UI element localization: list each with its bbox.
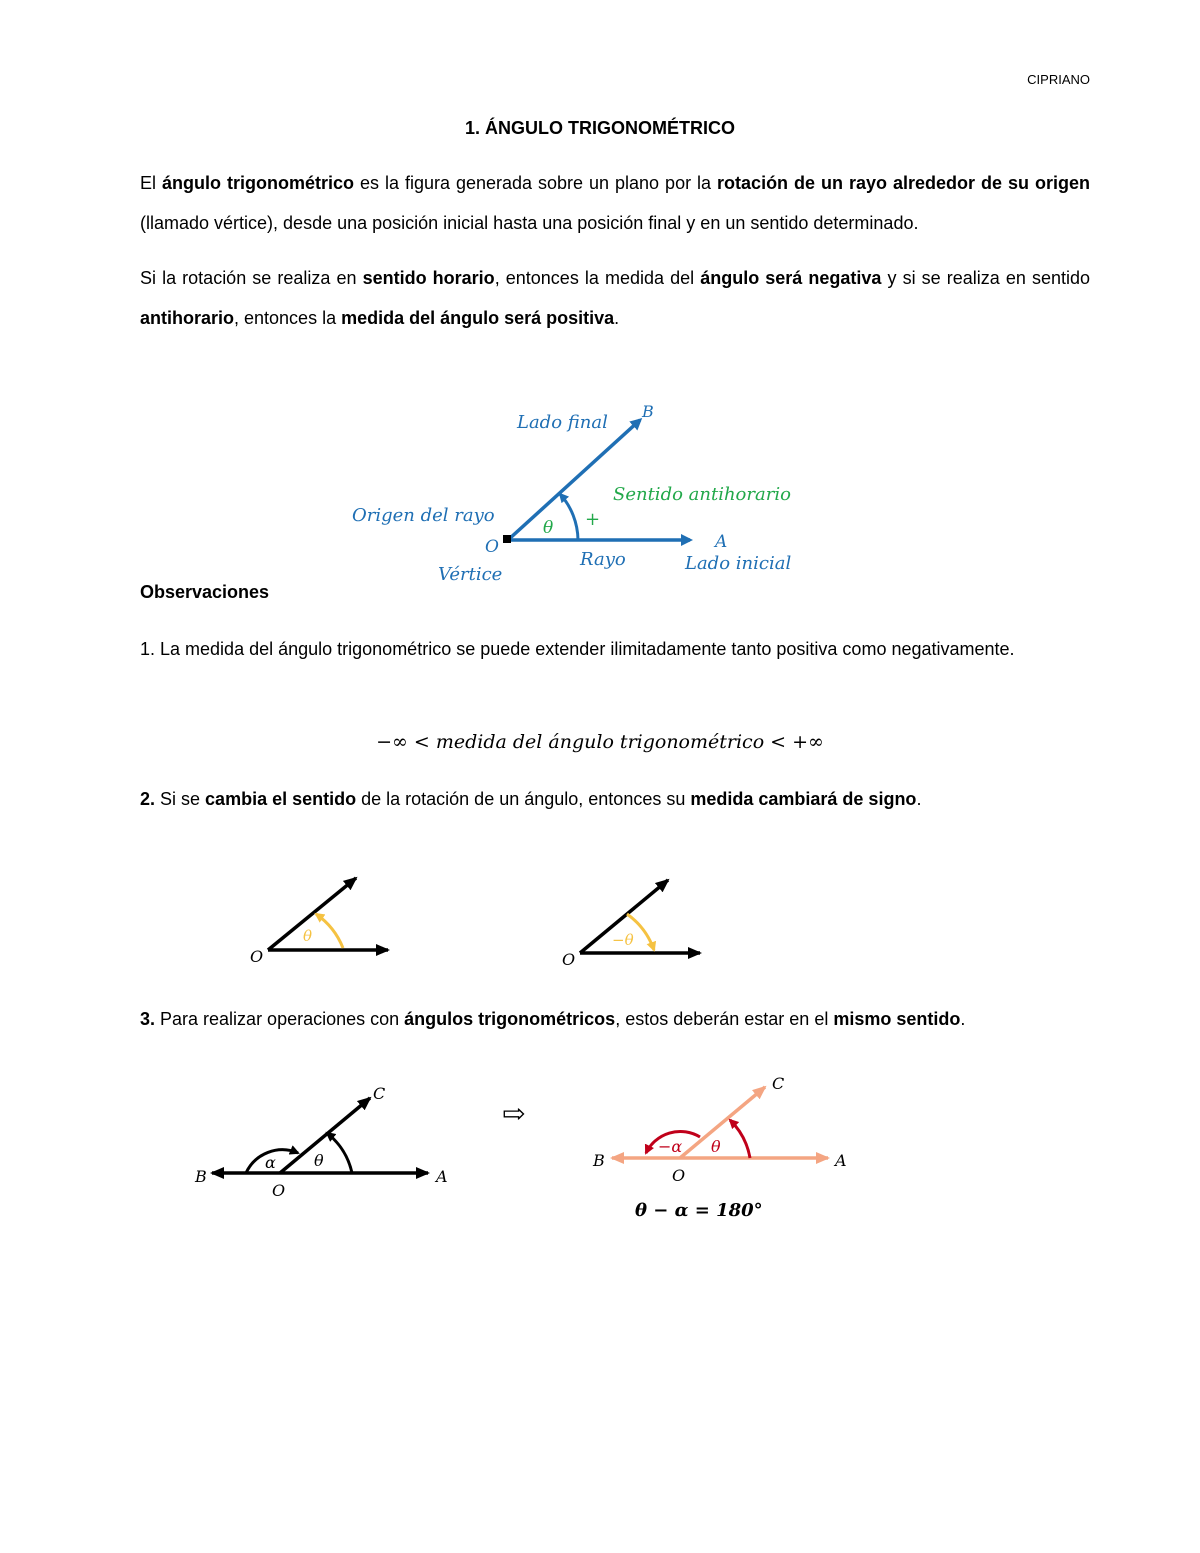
- label-lado-final: Lado final: [517, 412, 608, 433]
- angle-diagram: [330, 395, 850, 595]
- observation-3: 3. Para realizar operaciones con ángulos trigonométricos, estos deberán estar en el mismo sentido.: [140, 1009, 966, 1029]
- label-b-left: B: [195, 1167, 207, 1186]
- range-formula: −∞ < medida del ángulo trigonométrico < +∞: [376, 731, 824, 753]
- label-o: O: [485, 537, 499, 557]
- observaciones-heading: Observaciones: [140, 582, 270, 602]
- label-origen: Origen del rayo: [352, 505, 495, 526]
- observation-2: 2. Si se cambia el sentido de la rotación de un ángulo, entonces su medida cambiará de signo.: [140, 789, 922, 809]
- positive-angle-figure: [250, 878, 388, 966]
- label-rayo: Rayo: [580, 549, 626, 570]
- intro-paragraph-1: El ángulo trigonométrico es la figura generada sobre un plano por la rotación de un rayo alrededor de su origen (llamado vértice), desde una posición inicial hasta una posición final y en un sentido determinado.: [140, 173, 1090, 233]
- label-b: B: [642, 402, 654, 421]
- observation-1: 1. La medida del ángulo trigonométrico se puede extender ilimitadamente tanto positiva como negativamente.: [140, 639, 1015, 659]
- negative-angle-figure: [562, 880, 700, 969]
- right-operation-figure: [592, 1074, 847, 1185]
- label-theta: θ: [543, 518, 554, 538]
- label-alpha-right: −α: [658, 1137, 683, 1156]
- sign-change-diagram: [240, 868, 720, 973]
- label-plus: +: [585, 509, 601, 530]
- label-theta-left: θ: [314, 1151, 324, 1170]
- equation: θ − α = 180°: [635, 1200, 763, 1221]
- vertex-point: [503, 535, 511, 543]
- label-vertice: Vértice: [438, 564, 503, 585]
- label-o-left: O: [272, 1181, 286, 1200]
- label-theta-negative: −θ: [612, 931, 634, 949]
- label-o-positive: O: [250, 947, 264, 966]
- label-sentido-antihorario: Sentido antihorario: [613, 484, 791, 505]
- header-author: CIPRIANO: [1027, 72, 1090, 87]
- intro-paragraph-2: Si la rotación se realiza en sentido horario, entonces la medida del ángulo será negativa y si se realiza en sentido antihorario, entonces la medida del ángulo será positiva.: [140, 268, 1090, 328]
- label-a-left: A: [436, 1167, 448, 1186]
- rotation-arc: [560, 494, 578, 540]
- label-o-negative: O: [562, 950, 576, 969]
- label-theta-positive: θ: [303, 927, 313, 945]
- operations-diagram: [180, 1065, 880, 1235]
- label-o-right: O: [672, 1166, 686, 1185]
- page-title: 1. ÁNGULO TRIGONOMÉTRICO: [465, 118, 735, 138]
- label-c-right: C: [772, 1074, 785, 1093]
- label-theta-right: θ: [711, 1137, 721, 1156]
- label-a: A: [715, 532, 728, 552]
- label-lado-inicial: Lado inicial: [685, 553, 792, 574]
- label-a-right: A: [835, 1151, 847, 1170]
- label-c-left: C: [373, 1084, 386, 1103]
- label-b-right: B: [593, 1151, 605, 1170]
- left-operation-figure: [194, 1084, 448, 1200]
- label-alpha-left: α: [265, 1153, 276, 1172]
- implication-arrow: ⇨: [502, 1097, 526, 1130]
